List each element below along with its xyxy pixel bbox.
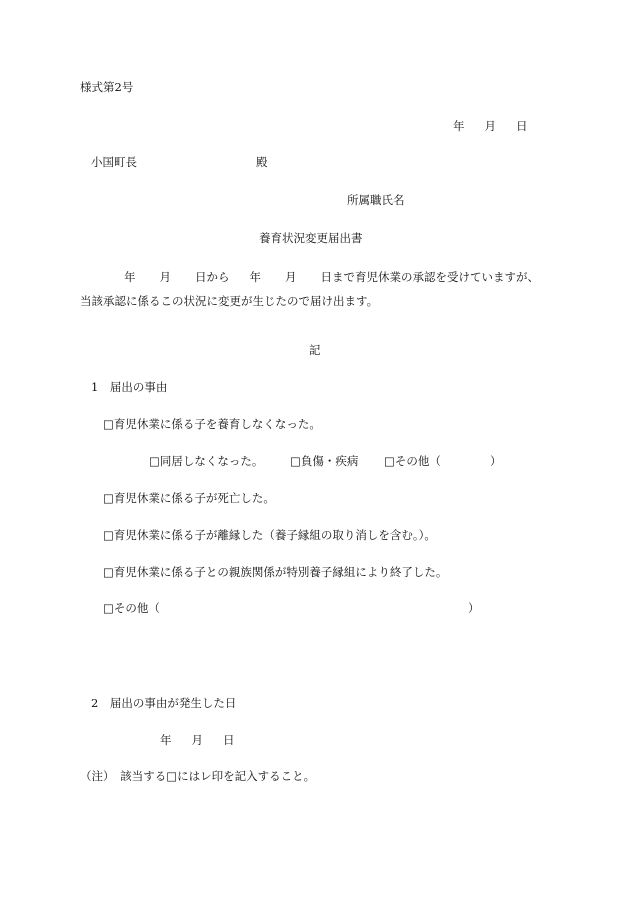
intro-month-2: 月 [285, 270, 297, 284]
occurrence-day: 日 [223, 733, 235, 747]
checkbox-option-2[interactable]: □育児休業に係る子が死亡した。 [103, 491, 275, 505]
sub-other-close: ） [490, 454, 502, 468]
date-month: 月 [484, 119, 496, 133]
option-5-close: ） [468, 601, 480, 615]
affiliation-name: 所属職氏名 [347, 193, 405, 207]
checkbox-sub-other[interactable]: □その他（ [384, 454, 441, 468]
intro-paragraph [80, 265, 560, 314]
intro-line-1 [80, 265, 560, 290]
addressee: 小国町長 [91, 155, 137, 169]
honorific: 殿 [256, 155, 268, 169]
date-year: 年 [453, 119, 465, 133]
intro-month-1: 月 [159, 270, 171, 284]
checkbox-option-5[interactable]: □その他（ [103, 601, 160, 615]
intro-year-1: 年 [124, 270, 136, 284]
date-day: 日 [516, 119, 528, 133]
checkbox-option-4[interactable]: □育児休業に係る子との親族関係が特別養子縁組により終了した。 [103, 565, 448, 579]
intro-year-2: 年 [249, 270, 261, 284]
checkbox-option-3[interactable]: □育児休業に係る子が離縁した（養子縁組の取り消しを含む。）。 [103, 528, 436, 542]
occurrence-month: 月 [191, 733, 203, 747]
intro-line-2: 当該承認に係るこの状況に変更が生じたので届け出ます。 [80, 294, 379, 308]
form-number: 様式第2号 [80, 80, 134, 94]
ki-heading: 記 [309, 343, 321, 357]
note: （注） 該当する□にはレ印を記入すること。 [80, 769, 316, 783]
occurrence-year: 年 [160, 733, 172, 747]
checkbox-sub-cohabit[interactable]: □同居しなくなった。 [149, 454, 264, 468]
date-top [453, 121, 528, 133]
document-title: 養育状況変更届出書 [259, 231, 363, 245]
checkbox-sub-injury[interactable]: □負傷・疾病 [290, 454, 359, 468]
intro-rest: 日まで育児休業の承認を受けていますが、 [320, 270, 539, 284]
checkbox-option-1[interactable]: □育児休業に係る子を養育しなくなった。 [103, 417, 321, 431]
section2-heading: 2 届出の事由が発生した日 [91, 696, 237, 710]
occurrence-date [160, 735, 235, 747]
intro-day-1: 日から [195, 270, 230, 284]
section1-heading: 1 届出の事由 [91, 380, 168, 394]
